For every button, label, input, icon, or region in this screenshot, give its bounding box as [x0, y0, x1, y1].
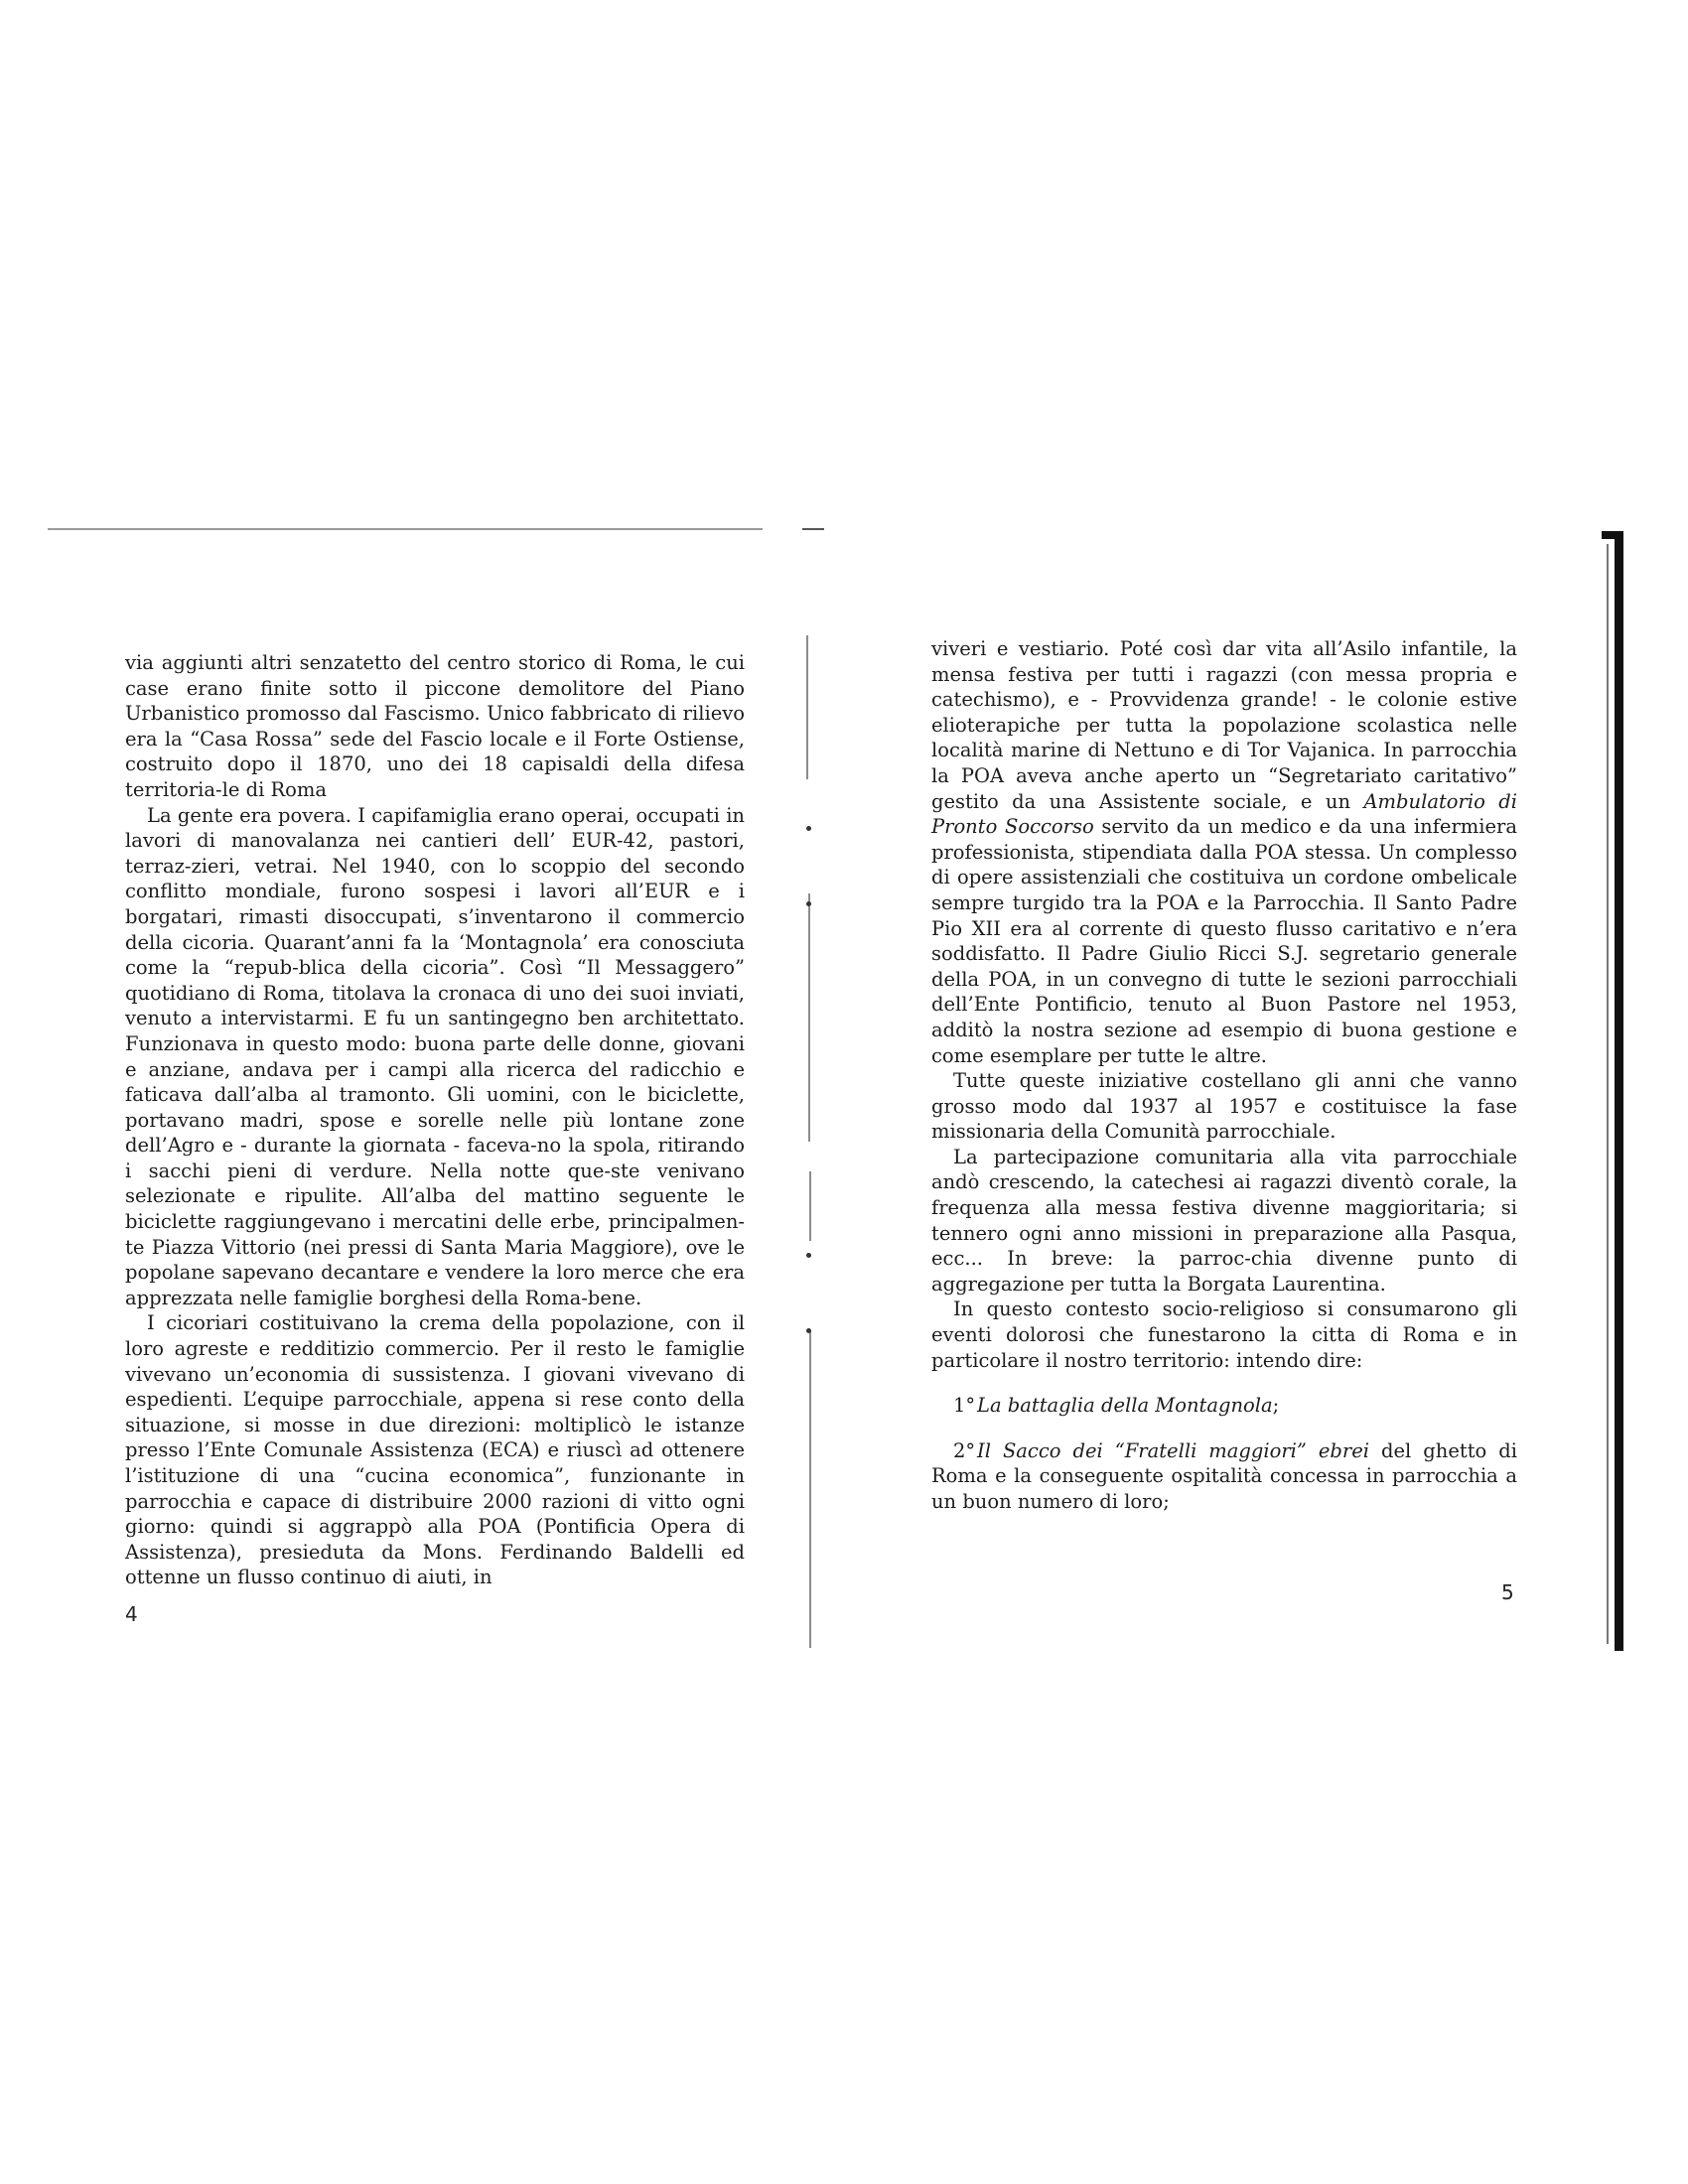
right-paragraph-1-italic: Ambulatorio di Pronto Soccorso [931, 789, 1517, 839]
list-item-1-number: 1° [953, 1394, 976, 1418]
list-item-2-number: 2° [953, 1438, 976, 1462]
page-edge-bar [1615, 531, 1623, 1651]
page-number-left: 4 [125, 1602, 138, 1626]
left-paragraph-2: La gente era povera. I capifamiglia erano operai, occupati in lavori di manovalanza nei cantieri dell’ EUR-42, pastori, terraz-zieri, vetrai. Nel 1940, con lo scoppio del secondo conflitto mondiale, furono sospesi i lavori all’EUR e i borgatari, rimasti disoccupati, s’inventarono il commercio della cicoria. Quarant’anni fa la ‘Montagnola’ era conosciuta come la “repub-blica della cicoria”. Così “Il Messaggero” quotidiano di Roma, titolava la cronaca di uno dei suoi inviati, venuto a intervistarmi. E fu un santingegno ben architettato. Funzionava in questo modo: buona parte delle donne, giovani e anziane, andava per i campi alla ricerca del radicchio e faticava dall’alba al tramonto. Gli uomini, con le biciclette, portavano madri, spose e sorelle nelle più lontane zone dell’Agro e - durante la giornata - faceva-no la spola, ritirando i sacchi pieni di verdure. Nella notte que-ste venivano selezionate e ripulite. All’alba del mattino seguente le biciclette raggiungevano i mercatini delle erbe, principalmen-te Piazza Vittorio (nei pressi di Santa Maria Maggiore), ove le popolane sapevano decantare e vendere la loro merce che era apprezzata nelle famiglie borghesi della Roma-bene. [125, 803, 745, 1309]
gutter-shadow [809, 1171, 811, 1241]
left-page [125, 650, 745, 1590]
top-rule [48, 528, 763, 530]
right-paragraph-3: La partecipazione comunitaria alla vita parrocchiale andò crescendo, la catechesi ai ragazzi diventò corale, la frequenza alla messa festiva divenne maggioritaria; si tennero ogni anno missioni in preparazione alla Pasqua, ecc... In breve: la parroc-chia divenne punto di aggregazione per tutta la Borgata Laurentina. [931, 1145, 1517, 1296]
page-edge-line [1607, 544, 1609, 1644]
list-item-1-title: La battaglia della Montagnola [977, 1394, 1273, 1418]
list-item-2 [931, 1438, 1517, 1515]
list-item-2-title: Il Sacco dei “Fratelli maggiori” ebrei [977, 1438, 1370, 1462]
list-item-1 [931, 1393, 1517, 1419]
gutter-speck [806, 1253, 811, 1258]
right-paragraph-1-text-a: viveri e vestiario. Poté così dar vita all’Asilo infantile, la mensa festiva per tutti i ragazzi (con messa propria e catechismo), e - Provvidenza grande! - le colonie estive elioterapiche per tutta la popolazione scolastica nelle località marine di Nettuno e di Tor Vajanica. In parrocchia la POA aveva anche aperto un “Segretariato caritativo” gestito da una Assistente sociale, e un [931, 637, 1517, 813]
list-item-1-text: ; [1272, 1394, 1280, 1418]
gutter-shadow [808, 893, 810, 1142]
gutter-shadow [806, 635, 808, 779]
gutter-tick [802, 528, 824, 530]
list-item-2-text: del ghetto di Roma e la conseguente ospitalità concessa in parrocchia a un buon numero di loro; [931, 1438, 1517, 1513]
left-paragraph-1: via aggiunti altri senzatetto del centro storico di Roma, le cui case erano finite sotto il piccone demolitore del Piano Urbanistico promosso dal Fascismo. Unico fabbricato di rilievo era la “Casa Rossa” sede del Fascio locale e il Forte Ostiense, costruito dopo il 1870, uno dei 18 capisaldi della difesa territoria-le di Roma [125, 651, 745, 801]
right-page [931, 636, 1517, 1515]
gutter-speck [806, 826, 811, 831]
page-number-right: 5 [1501, 1580, 1514, 1604]
gutter-shadow [809, 1330, 811, 1648]
right-paragraph-4: In questo contesto socio-religioso si consumarono gli eventi dolorosi che funestarono la citta di Roma e in particolare il nostro territorio: intendo dire: [931, 1297, 1517, 1372]
right-paragraph-2: Tutte queste iniziative costellano gli anni che vanno grosso modo dal 1937 al 1957 e costituisce la fase missionaria della Comunità parrocchiale. [931, 1069, 1517, 1144]
gutter-speck [806, 1328, 811, 1333]
right-paragraph-1 [931, 636, 1517, 1068]
right-paragraph-1-text-b: servito da un medico e da una infermiera professionista, stipendiata dalla POA stessa. Un complesso di opere assistenziali che costituiva un cordone ombelicale sempre turgido tra la POA e la Parrocchia. Il Santo Padre Pio XII era al corrente di questo flusso caritativo e n’era soddisfatto. Il Padre Giulio Ricci S.J. segretario generale della POA, in un convegno di tutte le sezioni parrocchiali dell’Ente Pontificio, tenuto al Buon Pastore nel 1953, additò la nostra sezione ad esempio di buona gestione e come esemplare per tutte le altre. [931, 815, 1518, 1067]
left-paragraph-3: I cicoriari costituivano la crema della popolazione, con il loro agreste e redditizio commercio. Per il resto le famiglie vivevano un’economia di sussistenza. I giovani vivevano di espedienti. L’equipe parrocchiale, appena si rese conto della situazione, si mosse in due direzioni: moltiplicò le istanze presso l’Ente Comunale Assistenza (ECA) e riuscì ad ottenere l’istituzione di una “cucina economica”, funzionante in parrocchia e capace di distribuire 2000 razioni di vitto ogni giorno: quindi si aggrappò alla POA (Pontificia Opera di Assistenza), presieduta da Mons. Ferdinando Baldelli ed ottenne un flusso continuo di aiuti, in [125, 1311, 745, 1589]
gutter-speck [806, 901, 811, 906]
